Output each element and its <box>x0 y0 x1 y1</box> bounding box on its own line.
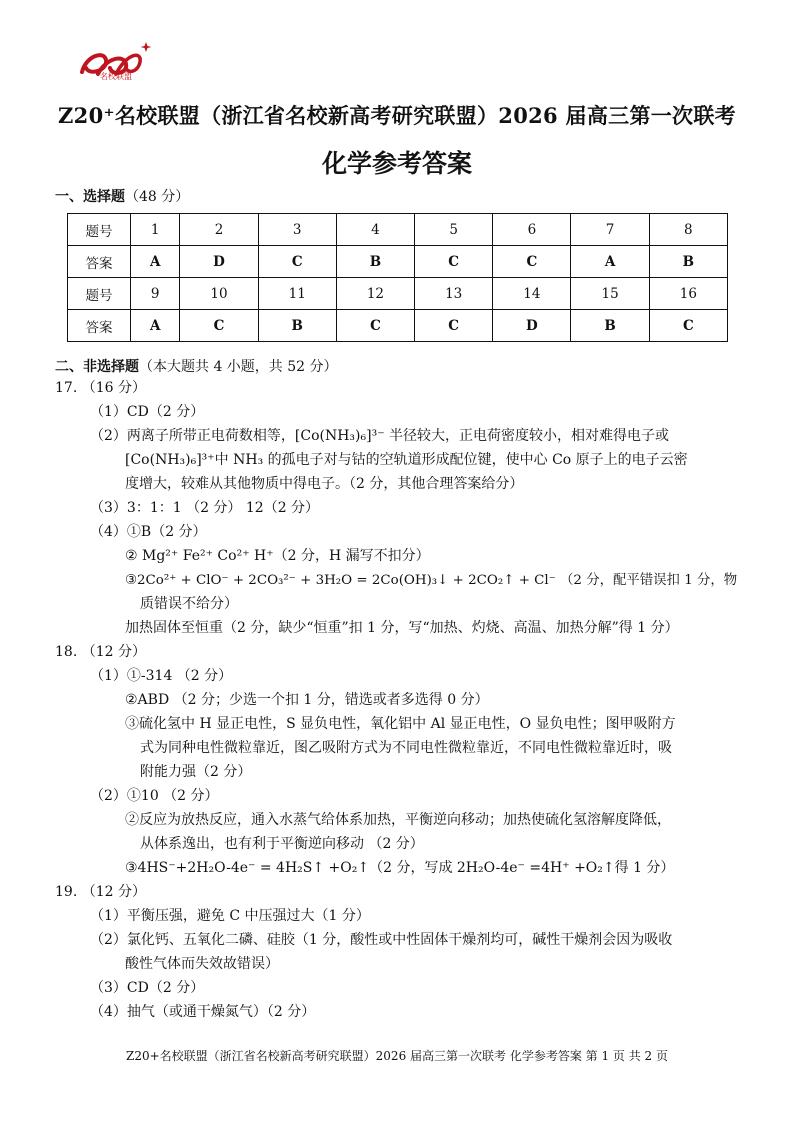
page-footer: Z20+名校联盟（浙江省名校新高考研究联盟）2026 届高三第一次联考 化学参考答案 第 1 页 共 2 页 <box>126 1049 668 1063</box>
q19-heading: 19. （12 分） <box>55 884 146 900</box>
exam-title: Z20⁺名校联盟（浙江省名校新高考研究联盟）2026 届高三第一次联考 <box>58 103 736 128</box>
answer-cell: A <box>131 246 180 278</box>
answer-cell: C <box>649 310 727 342</box>
q18-equation: ③4HS⁻+2H₂O-4e⁻ = 4H₂S↑ +O₂↑（2 分，写成 2H₂O-4e⁻ =4H⁺ +O₂↑得 1 分） <box>125 860 675 876</box>
answer-cell: C <box>493 246 571 278</box>
section1-note: （48 分） <box>125 189 190 205</box>
q17-answer-line: （1）CD（2 分） <box>90 404 205 420</box>
section1-heading <box>55 186 189 206</box>
q18-answer-line: ③硫化氢中 H 显正电性，S 显负电性，氧化铝中 Al 显正电性，O 显负电性；图甲吸附方 <box>125 716 676 732</box>
answer-cell: B <box>649 246 727 278</box>
q19-answer-line: （4）抽气（或通干燥氮气）（2 分） <box>90 1004 316 1020</box>
answer-cell: B <box>336 246 414 278</box>
q17-answer-line: （3）3：1：1 （2 分） 12（2 分） <box>90 500 320 516</box>
question-number-cell: 1 <box>131 214 180 246</box>
q18-answer-line: （1）①-314 （2 分） <box>90 668 233 684</box>
q18-answer-line: （2）①10 （2 分） <box>90 788 219 804</box>
q18-answer-line: ②反应为放热反应，通入水蒸气给体系加热，平衡逆向移动；加热使硫化氢溶解度降低， <box>125 812 671 828</box>
q17-heading: 17. （16 分） <box>55 380 146 396</box>
table-row <box>68 278 728 310</box>
q18-answer-line: ②ABD （2 分；少选一个扣 1 分，错选或者多选得 0 分） <box>125 692 489 708</box>
answer-cell: C <box>415 246 493 278</box>
q17-answer-line: 度增大，较难从其他物质中得电子。（2 分，其他合理答案给分） <box>125 476 524 492</box>
question-number-cell: 9 <box>131 278 180 310</box>
q18-answer-line: 附能力强（2 分） <box>140 764 252 780</box>
question-number-cell: 14 <box>493 278 571 310</box>
table-row <box>68 246 728 278</box>
section1-title: 一、选择题 <box>55 189 125 205</box>
page-subtitle: 化学参考答案 <box>321 149 472 178</box>
question-number-cell: 6 <box>493 214 571 246</box>
q17-answer-line: 加热固体至恒重（2 分，缺少“恒重”扣 1 分，写“加热、灼烧、高温、加热分解”得 1 分） <box>125 620 679 636</box>
q18-heading: 18. （12 分） <box>55 644 146 660</box>
question-number-cell: 12 <box>336 278 414 310</box>
logo-text: 名校联盟 <box>100 72 132 81</box>
question-number-cell: 13 <box>415 278 493 310</box>
section2-note: （本大题共 4 小题，共 52 分） <box>139 359 338 375</box>
question-number-cell: 5 <box>415 214 493 246</box>
q17-answer-line: （2）两离子所带正电荷数相等，[Co(NH₃)₆]³⁻ 半径较大，正电荷密度较小，相对难得电子或 <box>90 428 670 444</box>
q19-answer-line: （1）平衡压强，避免 C 中压强过大（1 分） <box>90 908 370 924</box>
q17-answer-line: （4）①B（2 分） <box>90 524 207 540</box>
table-row <box>68 310 728 342</box>
q17-answer-line: [Co(NH₃)₆]³⁺中 NH₃ 的孤电子对与钴的空轨道形成配位键，使中心 Co 原子上的电子云密 <box>125 452 688 468</box>
answer-table <box>67 213 728 342</box>
answer-cell: C <box>258 246 336 278</box>
answer-cell: B <box>571 310 649 342</box>
q19-answer-line: （3）CD（2 分） <box>90 980 205 996</box>
answer-cell: C <box>180 310 258 342</box>
section2-heading <box>55 356 338 376</box>
q19-answer-line: （2）氯化钙、五氧化二磷、硅胶（1 分，酸性或中性固体干燥剂均可，碱性干燥剂会因为吸收 <box>90 932 673 948</box>
row-label: 题号 <box>68 214 131 246</box>
answer-cell: C <box>336 310 414 342</box>
question-number-cell: 7 <box>571 214 649 246</box>
question-number-cell: 16 <box>649 278 727 310</box>
question-number-cell: 10 <box>180 278 258 310</box>
question-number-cell: 2 <box>180 214 258 246</box>
q17-answer-line: ② Mg²⁺ Fe²⁺ Co²⁺ H⁺（2 分，H 漏写不扣分） <box>125 548 430 564</box>
row-label: 题号 <box>68 278 131 310</box>
question-number-cell: 8 <box>649 214 727 246</box>
answer-cell: B <box>258 310 336 342</box>
section2-title: 二、非选择题 <box>55 359 139 375</box>
question-number-cell: 3 <box>258 214 336 246</box>
q19-answer-line: 酸性气体而失效故错误） <box>125 956 279 972</box>
question-number-cell: 15 <box>571 278 649 310</box>
question-number-cell: 4 <box>336 214 414 246</box>
q18-answer-line: 从体系逸出，也有利于平衡逆向移动 （2 分） <box>140 836 424 852</box>
answer-cell: A <box>571 246 649 278</box>
table-row <box>68 214 728 246</box>
row-label: 答案 <box>68 246 131 278</box>
answer-cell: A <box>131 310 180 342</box>
answer-cell: D <box>493 310 571 342</box>
q18-answer-line: 式为同种电性微粒靠近，图乙吸附方式为不同电性微粒靠近，不同电性微粒靠近时，吸 <box>140 740 672 756</box>
q17-equation: ③2Co²⁺ + ClO⁻ + 2CO₃²⁻ + 3H₂O = 2Co(OH)₃↓ + 2CO₂↑ + Cl⁻ （2 分，配平错误扣 1 分，物 <box>125 573 738 588</box>
answer-cell: D <box>180 246 258 278</box>
question-number-cell: 11 <box>258 278 336 310</box>
row-label: 答案 <box>68 310 131 342</box>
q17-answer-line: 质错误不给分） <box>140 596 238 612</box>
answer-cell: C <box>415 310 493 342</box>
